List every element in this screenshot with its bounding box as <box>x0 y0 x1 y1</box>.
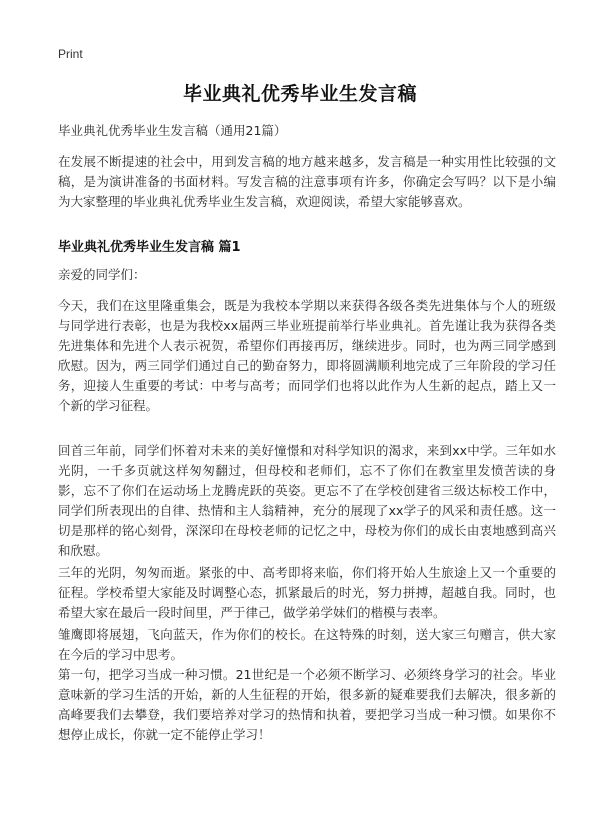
greeting-text: 亲爱的同学们： <box>58 267 146 282</box>
body-paragraph: 三年的光阴，匆匆而逝。紧张的中、高考即将来临，你们将开始人生旅途上又一个重要的征程。学校希望大家能及时调整心态，抓紧最后的时光，努力拼搏，超越自我。同时，也希望大家在最后一段时间里，严于律己，做学弟学妹们的楷模与表率。 <box>58 565 556 620</box>
section-heading: 毕业典礼优秀毕业生发言稿 篇1 <box>58 240 241 255</box>
document-subtitle: 毕业典礼优秀毕业生发言稿（通用21篇） <box>58 123 287 138</box>
body-paragraph: 雏鹰即将展翅，飞向蓝天，作为你们的校长。在这特殊的时刻，送大家三句赠言，供大家在今后的学习中思考。 <box>58 627 556 662</box>
body-paragraph: 第一句，把学习当成一种习惯。21世纪是一个必须不断学习、必须终身学习的社会。毕业意味新的学习生活的开始，新的人生征程的开始，很多新的疑难要我们去解决，很多新的高峰要我们去攀登，我们要培养对学习的热情和执着，要把学习当成一种习惯。如果你不想停止成长，你就一定不能停止学习！ <box>58 667 556 742</box>
intro-paragraph: 在发展不断提速的社会中，用到发言稿的地方越来越多，发言稿是一种实用性比较强的文稿，是为演讲准备的书面材料。写发言稿的注意事项有许多，你确定会写吗？以下是小编为大家整理的毕业典礼优秀毕业生发言稿，欢迎阅读，希望大家能够喜欢。 <box>58 154 556 209</box>
body-paragraph: 今天，我们在这里隆重集会，既是为我校本学期以来获得各级各类先进集体与个人的班级与同学进行表彰，也是为我校xx届两三毕业班提前举行毕业典礼。首先谨让我为获得各类先进集体和先进个人表示祝贺，希望你们再接再厉，继续进步。同时，也为两三同学感到欣慰。因为，两三同学们通过自己的勤奋努力，即将圆满顺利地完成了三年阶段的学习任务，迎接人生重要的考试：中考与高考；而同学们也将以此作为人生新的起点，踏上又一个新的学习征程。 <box>58 298 556 413</box>
print-link[interactable]: Print <box>58 47 83 61</box>
body-paragraph: 回首三年前，同学们怀着对未来的美好憧憬和对科学知识的渴求，来到xx中学。三年如水光阴，一千多页就这样匆匆翻过，但母校和老师们，忘不了你们在教室里发愤苦读的身影，忘不了你们在运动场上龙腾虎跃的英姿。更忘不了在学校创建省三级达标校工作中，同学们所表现出的自律、热情和主人翁精神，充分的展现了xx学子的风采和责任感。这一切是那样的铭心刻骨，深深印在母校老师的记忆之中，母校为你们的成长由衷地感到高兴和欣慰。 <box>58 443 556 558</box>
page-title: 毕业典礼优秀毕业生发言稿 <box>182 83 417 105</box>
